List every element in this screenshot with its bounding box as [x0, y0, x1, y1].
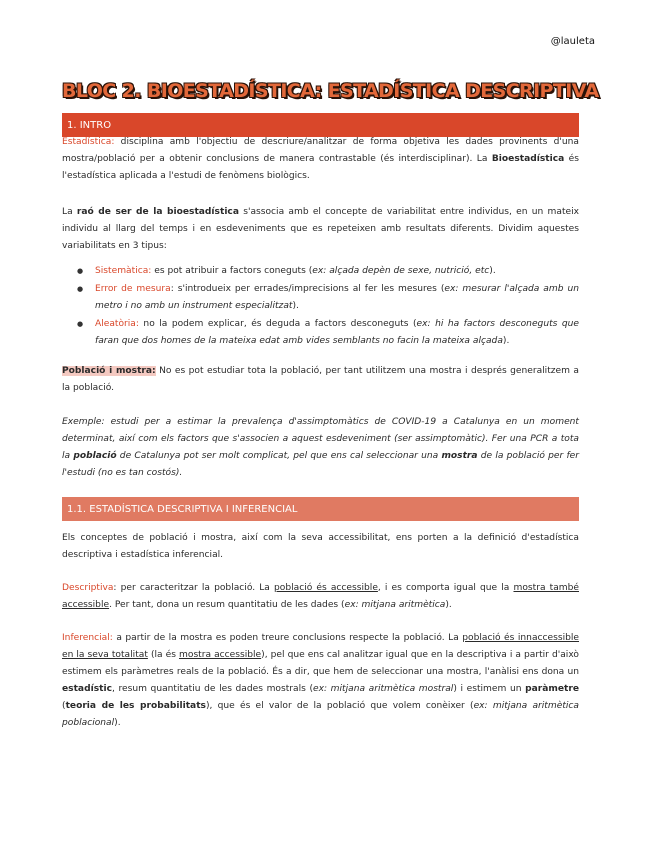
list-item: ● Aleatòria: no la podem explicar, és deguda a factors desconeguts (ex: hi ha factors desconeguts que faran que dos homes de la mateixa edat amb vides semblants no facin la mateixa alçada).: [62, 316, 579, 350]
paragraph-estadistica: Estadística: disciplina amb l'objectiu de descriure/analitzar de forma objetiva les dades provinents d'una mostra/població per a obtenir conclusions de manera contrastable (és interdisciplinar). La Bioestadística és l'estadística aplicada a l'estudi de fenòmens biològics.: [62, 137, 579, 181]
list-item: ● Sistemàtica: es pot atribuir a factors coneguts (ex: alçada depèn de sexe, nutrició, etc).: [62, 263, 579, 280]
page-title: BLOC 2. BIOESTADÍSTICA: ESTADÍSTICA DESCRIPTIVA: [62, 80, 599, 102]
term-estadistica: Estadística:: [62, 137, 115, 147]
term-descriptiva: Descriptiva: [62, 583, 114, 593]
list-item: ● Error de mesura: s'introdueix per errades/imprecisions al fer les mesures (ex: mesurar l'alçada amb un metro i no amb un instrument especialitzat).: [62, 281, 579, 315]
section-heading-descriptiva-inferencial: 1.1. ESTADÍSTICA DESCRIPTIVA I INFERENCIAL: [62, 497, 579, 521]
term-inferencial: Inferencial:: [62, 633, 113, 643]
author-handle: @lauleta: [550, 36, 595, 47]
paragraph-inferencial: Inferencial: a partir de la mostra es poden treure conclusions respecte la població. La població és innaccessible en la seva totalitat (la és mostra accessible), pel que ens cal analitzar igual que en la descriptiva i a partir d'això estimem els paràmetres reals de la població. És a dir, que hem de seleccionar una mostra, l'anàlisi ens dona un estadístic, resum quantitatiu de les dades mostrals (ex: mitjana aritmètica mostral) i estimem un paràmetre (teoria de les probabilitats), que és el valor de la població que volem conèixer (ex: mitjana aritmètica poblacional).: [62, 633, 580, 728]
paragraph-conceptes: Els conceptes de població i mostra, així com la seva accessibilitat, ens porten a la definició d'estadística descriptiva i estadística inferencial.: [62, 533, 579, 560]
variability-list: [62, 263, 579, 351]
highlight-poblacio-mostra: Població i mostra:: [62, 366, 156, 376]
paragraph-rao-de-ser: La raó de ser de la bioestadística s'associa amb el concepte de variabilitat entre individus, en un mateix individu al llarg del temps i en esdeveniments que es repeteixen amb resultats diferents. Dividim aquestes variabilitats en 3 tipus:: [62, 207, 580, 251]
section-heading-intro: 1. INTRO: [62, 113, 579, 137]
paragraph-poblacio-mostra: Població i mostra: No es pot estudiar tota la població, per tant utilitzem una mostra i després generalitzem a la població.: [62, 366, 579, 393]
paragraph-example-covid: Exemple: estudi per a estimar la prevalença d'assimptomàtics de COVID-19 a Catalunya en un moment determinat, així com els factors que s'associen a aquest esdeveniment (ser assimptomàtic). Fer una PCR a tota la població de Catalunya pot ser molt complicat, pel que ens cal seleccionar una mostra de la població per fer l'estudi (no es tan costós).: [62, 417, 579, 478]
paragraph-descriptiva: Descriptiva: per caracteritzar la població. La població és accessible, i es comporta igual que la mostra també accessible. Per tant, dona un resum quantitatiu de les dades (ex: mitjana aritmètica).: [62, 583, 579, 610]
